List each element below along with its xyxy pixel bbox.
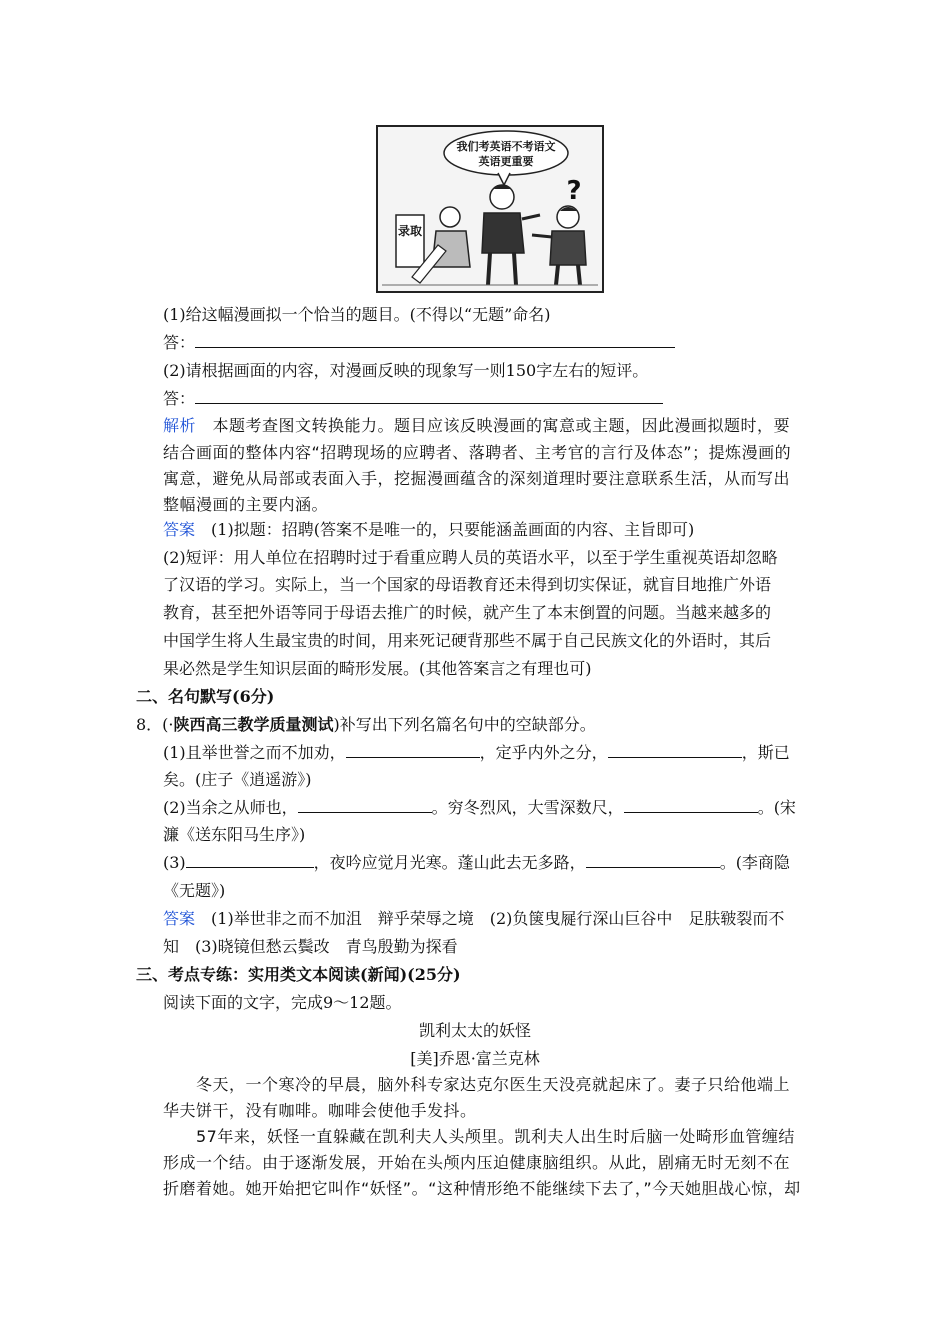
paragraph-text: 57年来，妖怪一直躲藏在凯利夫人头颅里。凯利夫人出生时后脑一处畸形血管缠结 (196, 1127, 795, 1146)
answer-text: (2)短评：用人单位在招聘时过于看重应聘人员的英语水平，以至于学生重视英语却忽略 (163, 548, 778, 567)
sentence-text: ，夜吟应觉月光寒。蓬山此去无多路， (313, 853, 586, 872)
bubble-text-1: 我们考英语不考语文 (456, 140, 556, 153)
answer-text: 了汉语的学习。实际上，当一个国家的母语教育还未得到切实保证，就盲目地推广外语 (163, 575, 772, 594)
speech-bubble (444, 131, 568, 175)
sentence-text: 。穷冬烈风，大雪深数尺， (431, 798, 624, 817)
fill-blank[interactable] (298, 796, 432, 813)
section-heading: 二、名句默写(6分) (136, 687, 275, 706)
answer-label: 答： (163, 389, 196, 408)
figure-right-legs (556, 265, 580, 285)
analysis-text: 整幅漫画的主要内涵。 (163, 495, 329, 514)
figure-right-body (550, 231, 586, 265)
analysis-text: 寓意，避免从局部或表面入手，挖掘漫画蕴含的深刻道理时要注意联系生活，从而写出 (163, 469, 791, 488)
sentence-text: ，定乎内外之分， (479, 743, 608, 762)
article-title: 凯利太太的妖怪 (418, 1021, 531, 1040)
answer-line (163, 518, 694, 542)
fill-blank[interactable] (346, 741, 480, 758)
q7-answer-line-1 (163, 331, 675, 355)
analysis-text: 结合画面的整体内容“招聘现场的应聘者、落聘者、主考官的言行及体态”；提炼漫画的 (163, 443, 792, 462)
q8-answer-line (163, 907, 784, 931)
figure-left-head (440, 207, 460, 227)
fill-blank[interactable] (608, 741, 742, 758)
section-heading: 三、考点专练：实用类文本阅读(新闻)(25分) (136, 965, 461, 984)
paragraph-text: 冬天，一个寒冷的早晨，脑外科专家达克尔医生天没亮就起床了。妻子只给他端上 (196, 1075, 791, 1094)
paragraph-text: 形成一个结。由于逐渐发展，开始在头颅内压迫健康脑组织。从此，剧痛无时无刻不在 (163, 1153, 791, 1172)
answer-text: (1)拟题：招聘(答案不是唯一的，只要能涵盖画面的内容、主旨即可) (211, 520, 695, 539)
question-mark: ? (566, 176, 582, 206)
instruction: 阅读下面的文字，完成9～12题。 (163, 993, 402, 1012)
comic-drawing (378, 127, 602, 291)
sentence-text: 《无题》) (163, 881, 226, 900)
answer-text: 中国学生将人生最宝贵的时间，用来死记硬背那些不属于自己民族文化的外语时，其后 (163, 631, 772, 650)
answer-label: 答案 (163, 520, 196, 539)
sentence-text: (3) (163, 853, 186, 872)
figure-center-legs (488, 253, 516, 285)
q8-prefix: 8．(· (136, 715, 174, 734)
sign-text: 录取 (397, 224, 423, 238)
q7-sub1: (1)给这幅漫画拟一个恰当的题目。(不得以“无题”命名) (163, 305, 551, 324)
answer-text: 知 (3)晓镜但愁云鬓改 青鸟殷勤为探看 (163, 937, 458, 956)
q8-sentence-1 (163, 741, 790, 765)
admission-sign (396, 215, 424, 267)
fill-blank[interactable] (624, 796, 758, 813)
answer-blank[interactable] (195, 387, 663, 404)
analysis-line (163, 414, 790, 438)
q8-stem (136, 713, 596, 737)
answer-text: 果必然是学生知识层面的畸形发展。(其他答案言之有理也可) (163, 659, 592, 678)
bubble-tail (498, 173, 510, 185)
figure-center-arm (522, 215, 540, 219)
answer-blank[interactable] (195, 331, 675, 348)
paragraph-text: 折磨着她。她开始把它叫作“妖怪”。“这种情形绝不能继续下去了，”今天她胆战心惊，却 (163, 1179, 801, 1198)
sentence-text: (2)当余之从师也， (163, 798, 298, 817)
q8-source: 陕西高三教学质量测试 (173, 715, 334, 734)
sentence-text: 。(李商隐 (719, 853, 790, 872)
fill-blank[interactable] (186, 851, 314, 868)
q7-sub2: (2)请根据画面的内容，对漫画反映的现象写一则150字左右的短评。 (163, 361, 649, 380)
answer-text: 教育，甚至把外语等同于母语去推广的时候，就产生了本末倒置的问题。当越来越多的 (163, 603, 772, 622)
fill-blank[interactable] (586, 851, 720, 868)
comic-illustration (376, 125, 604, 293)
answer-text: (1)举世非之而不加沮 辩乎荣辱之境 (2)负箧曳屣行深山巨谷中 足肤皲裂而不 (211, 909, 785, 928)
q8-suffix: )补写出下列名篇名句中的空缺部分。 (333, 715, 596, 734)
answer-label: 答案 (163, 909, 196, 928)
sentence-text: 濂《送东阳马生序》) (163, 825, 306, 844)
sentence-text: ，斯已 (741, 743, 790, 762)
article-author: [美]乔恩·富兰克林 (410, 1049, 540, 1068)
q8-sentence-2 (163, 796, 796, 820)
sentence-text: 矣。(庄子《逍遥游》) (163, 770, 312, 789)
q8-sentence-3 (163, 851, 790, 875)
bubble-text-2: 英语更重要 (478, 155, 534, 168)
analysis-label: 解析 (163, 416, 197, 435)
sentence-text: 。(宋 (757, 798, 796, 817)
sentence-text: (1)且举世誉之而不加劝， (163, 743, 346, 762)
figure-center-body (482, 213, 524, 253)
q7-answer-line-2 (163, 387, 663, 411)
answer-label: 答： (163, 333, 196, 352)
figure-right-arm (532, 235, 552, 237)
analysis-text: 本题考查图文转换能力。题目应该反映漫画的寓意或主题，因此漫画拟题时，要 (212, 416, 791, 435)
paragraph-text: 华夫饼干，没有咖啡。咖啡会使他手发抖。 (163, 1101, 477, 1120)
